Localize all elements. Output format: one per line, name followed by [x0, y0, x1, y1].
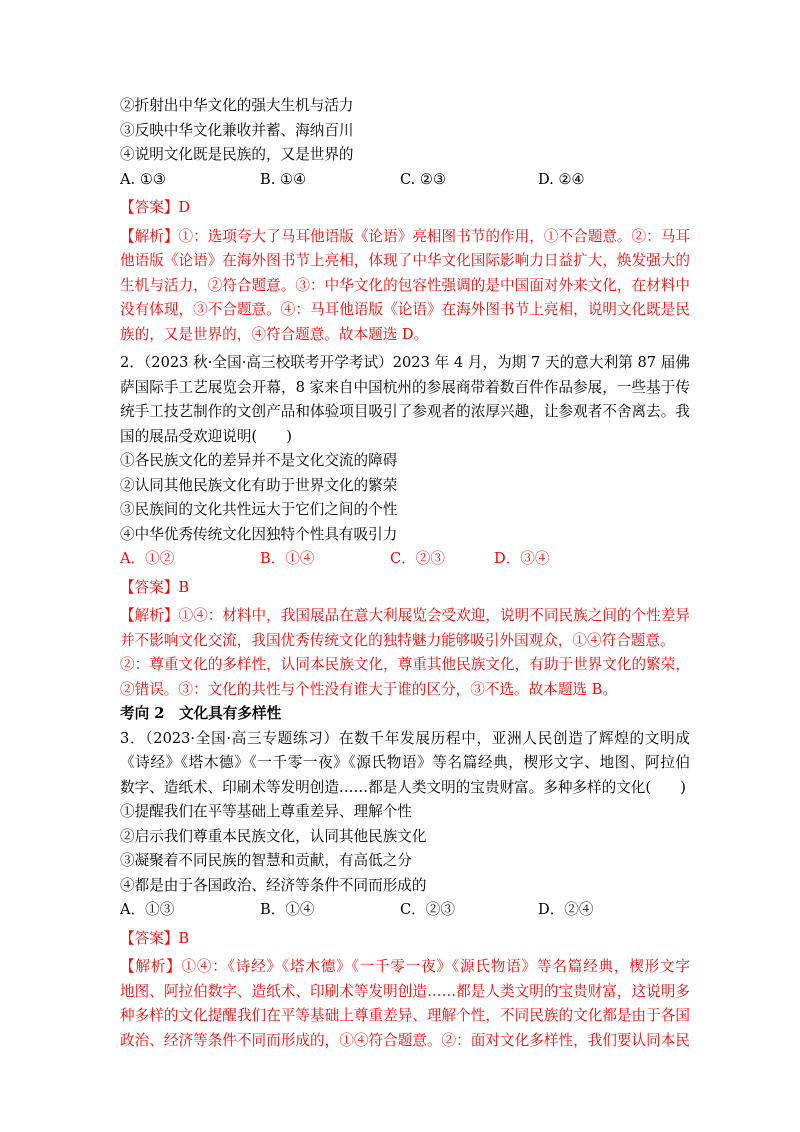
q2-choice-d: D．③④ [494, 550, 550, 567]
q2-choice-c: C．②③ [390, 550, 445, 567]
q3-option: ③凝聚着不同民族的智慧和贡献，有高低之分 [120, 852, 412, 869]
q3-analysis-line: 地图、阿拉伯数字、造纸术、印刷术等发明创造……都是人类文明的宝贵财富，这说明多 [120, 982, 690, 1000]
q3-option: ④都是由于各国政治、经济等条件不同而形成的 [120, 876, 427, 894]
q3-stem-line: 《诗经》《塔木德》《一千零一夜》《源氏物语》等名篇经典，楔形文字、地图、阿拉伯 [120, 754, 690, 771]
q3-answer: 【答案】B [120, 929, 190, 947]
q1-option-4: ④说明文化既是民族的，又是世界的 [120, 146, 354, 163]
q2-option: ②认同其他民族文化有助于世界文化的繁荣 [120, 476, 398, 494]
q1-option-3: ③反映中华文化兼收并蓄、海纳百川 [120, 121, 354, 139]
section-heading: 考向 2 文化具有多样性 [120, 705, 282, 722]
q2-option: ③民族间的文化共性远大于它们之间的个性 [120, 501, 398, 518]
q1-analysis-line: 生机与活力，②符合题意。③：中华文化的包容性强调的是中国面对外来文化，在材料中 [120, 276, 690, 294]
q1-option-2: ②折射出中华文化的强大生机与活力 [120, 97, 354, 114]
q2-stem-line: 2．（2023 秋·全国·高三校联考开学考试）2023 年 4 月，为期 7 天的意大利第 87 届佛 [120, 354, 690, 371]
q3-option: ②启示我们尊重本民族文化，认同其他民族文化 [120, 827, 427, 845]
q3-choice-d: D．②④ [538, 901, 594, 918]
q2-analysis-line: ②：尊重文化的多样性，认同本民族文化，尊重其他民族文化，有助于世界文化的繁荣， [120, 656, 690, 673]
q2-choice-b: B．①④ [260, 550, 315, 567]
q2-stem-line: 国的展品受欢迎说明( ) [120, 427, 292, 445]
q2-analysis-line: ②错误。③：文化的共性与个性没有谁大于谁的区分，③不选。故本题选 B。 [120, 680, 617, 698]
q3-analysis-line: 种多样的文化提醒我们在平等基础上尊重差异、理解个性，不同民族的文化都是由于各国 [120, 1007, 690, 1024]
q1-answer: 【答案】D [120, 199, 191, 216]
q2-choice-a: A．①② [120, 550, 175, 567]
q1-choice-c: C. ②③ [400, 170, 447, 188]
q3-choice-b: B．①④ [260, 901, 315, 918]
q2-option: ①各民族文化的差异并不是文化交流的障碍 [120, 452, 398, 469]
q3-choice-a: A．①③ [120, 901, 175, 918]
document-page [120, 94, 690, 1053]
q1-analysis-line: 族的，又是世界的，④符合题意。故本题选 D。 [120, 325, 429, 343]
q2-analysis-line: 【解析】①④：材料中，我国展品在意大利展览会受欢迎，说明不同民族之间的个性差异 [120, 607, 690, 624]
q1-analysis-line: 他语版《论语》在海外图书节上亮相，体现了中华文化国际影响力日益扩大，焕发强大的 [120, 252, 690, 269]
q3-stem-line: 3．（2023·全国·高三专题练习）在数千年发展历程中，亚洲人民创造了辉煌的文明成 [120, 729, 690, 747]
q1-choices [120, 168, 690, 193]
q3-analysis-line: 【解析】①④：《诗经》《塔木德》《一千零一夜》《源氏物语》等名篇经典，楔形文字 [120, 958, 690, 975]
q1-analysis-line: 【解析】①：选项夸大了马耳他语版《论语》亮相图书节的作用，①不合题意。②：马耳 [120, 227, 690, 245]
q3-option: ①提醒我们在平等基础上尊重差异、理解个性 [120, 803, 412, 820]
q3-choices [120, 898, 690, 923]
q2-stem-line: 萨国际手工艺展览会开幕，8 家来自中国杭州的参展商带着数百件作品参展，一些基于传 [120, 378, 690, 396]
q1-choice-d: D. ②④ [538, 170, 585, 188]
q1-choice-a: A. ①③ [120, 170, 166, 188]
q3-choice-c: C．②③ [400, 901, 455, 918]
q3-analysis-line: 政治、经济等条件不同而形成的，①④符合题意。②：面对文化多样性，我们要认同本民 [120, 1031, 690, 1049]
q3-stem-line: 数字、造纸术、印刷术等发明创造……都是人类文明的宝贵财富。多种多样的文化( ) [120, 778, 686, 796]
q2-analysis-line: 并不影响文化交流，我国优秀传统文化的独特魅力能够吸引外国观众，①④符合题意。 [120, 631, 675, 649]
q1-analysis-line: 没有体现，③不合题意。④：马耳他语版《论语》在海外图书节上亮相，说明文化既是民 [120, 301, 690, 318]
q2-option: ④中华优秀传统文化因独特个性具有吸引力 [120, 525, 398, 543]
q1-choice-b: B. ①④ [260, 170, 307, 188]
q2-stem-line: 统手工技艺制作的文创产品和体验项目吸引了参观者的浓厚兴趣，让参观者不舍离去。我 [120, 403, 690, 420]
q2-answer: 【答案】B [120, 578, 190, 596]
q2-choices [120, 547, 690, 572]
